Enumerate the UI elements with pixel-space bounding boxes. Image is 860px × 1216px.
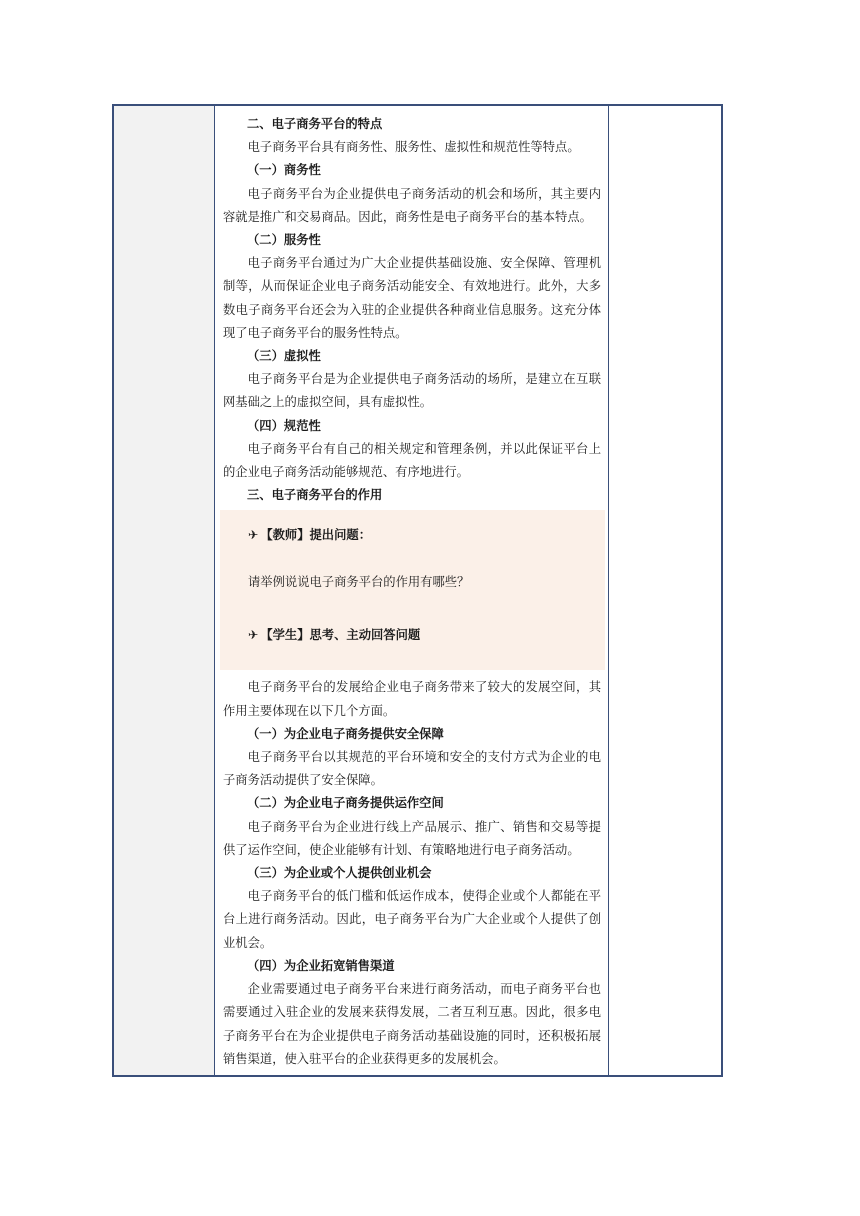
- airplane-icon: ✈: [248, 628, 259, 643]
- section2-item2-body: 电子商务平台通过为广大企业提供基础设施、安全保障、管理机制等，从而保证企业电子商务活动能安全、有效地进行。此外，大多数电子商务平台还会为入驻的企业提供各种商业信息服务。这充分体现了电子商务平台的服务性特点。: [223, 256, 601, 340]
- student-prompt: [248, 624, 605, 646]
- section3-item1-title: （一）为企业电子商务提供安全保障: [247, 726, 444, 741]
- teacher-prompt: [248, 524, 605, 546]
- airplane-icon: ✈: [248, 528, 259, 543]
- question-text: 请举例说说电子商务平台的作用有哪些？: [248, 575, 470, 590]
- lesson-table: [112, 104, 723, 1077]
- right-column: [609, 106, 721, 1075]
- section3-item4-body: 企业需要通过电子商务平台来进行商务活动，而电子商务平台也需要通过入驻企业的发展来获得发展，二者互利互惠。因此，很多电子商务平台在为企业提供电子商务活动基础设施的同时，还积极拓展销售渠道，使入驻平台的企业获得更多的发展机会。: [223, 982, 601, 1066]
- section2-item3-body: 电子商务平台是为企业提供电子商务活动的场所，是建立在互联网基础之上的虚拟空间，具有虚拟性。: [223, 372, 601, 410]
- section3-item2-body: 电子商务平台为企业进行线上产品展示、推广、销售和交易等提供了运作空间，使企业能够有计划、有策略地进行电子商务活动。: [223, 819, 601, 857]
- teacher-prompt-text: 【教师】提出问题：: [260, 528, 371, 543]
- left-column: [114, 106, 215, 1075]
- section2-intro: 电子商务平台具有商务性、服务性、虚拟性和规范性等特点。: [247, 140, 580, 155]
- section3-item2-title: （二）为企业电子商务提供运作空间: [247, 796, 444, 811]
- section3-heading: 三、电子商务平台的作用: [247, 488, 383, 503]
- section3-item1-body: 电子商务平台以其规范的平台环境和安全的支付方式为企业的电子商务活动提供了安全保障。: [223, 750, 601, 788]
- section2-item3-title: （三）虚拟性: [247, 349, 321, 364]
- section2-item4-body: 电子商务平台有自己的相关规定和管理条例，并以此保证平台上的企业电子商务活动能够规范、有序地进行。: [223, 441, 601, 480]
- qa-box: [220, 510, 605, 670]
- section2-item2-title: （二）服务性: [247, 233, 321, 248]
- section3-item3-body: 电子商务平台的低门槛和低运作成本，使得企业或个人都能在平台上进行商务活动。因此，电子商务平台为广大企业或个人提供了创业机会。: [223, 889, 601, 950]
- section3-item4-title: （四）为企业拓宽销售渠道: [247, 958, 395, 973]
- student-prompt-text: 【学生】思考、主动回答问题: [260, 628, 421, 643]
- section2-item4-title: （四）规范性: [247, 418, 321, 433]
- content-column: [215, 106, 609, 1075]
- section3-intro: 电子商务平台的发展给企业电子商务带来了较大的发展空间，其作用主要体现在以下几个方面。: [223, 680, 601, 718]
- section2-item1-body: 电子商务平台为企业提供电子商务活动的机会和场所，其主要内容就是推广和交易商品。因此，商务性是电子商务平台的基本特点。: [223, 186, 601, 224]
- section2-item1-title: （一）商务性: [247, 163, 321, 178]
- section3-item3-title: （三）为企业或个人提供创业机会: [247, 866, 432, 881]
- section2-heading: 二、电子商务平台的特点: [247, 117, 383, 131]
